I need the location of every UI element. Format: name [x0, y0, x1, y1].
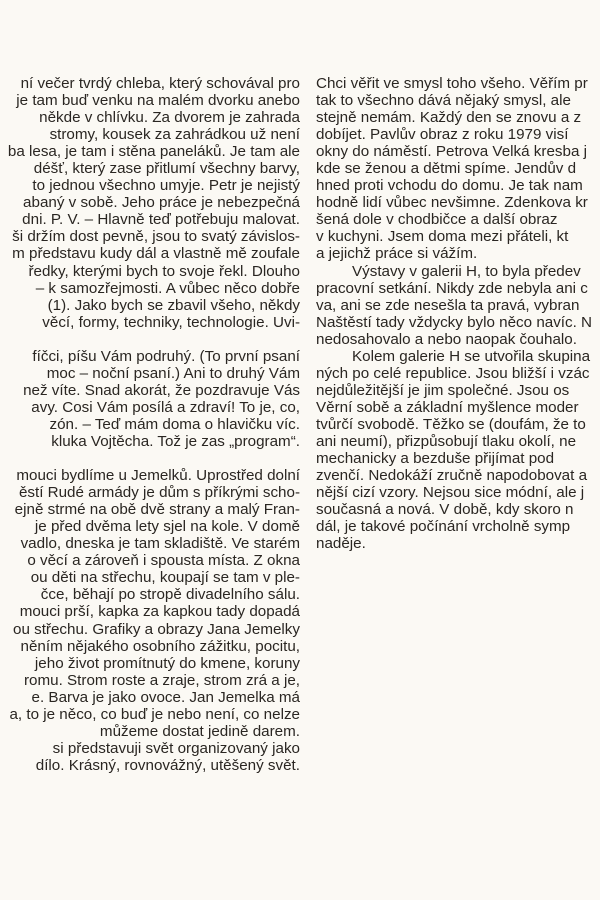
text-line: – k samozřejmosti. A vůbec něco dobře — [35, 279, 300, 297]
text-line: romu. Strom roste a zraje, strom zrá a je, — [24, 671, 300, 689]
text-line: Chci věřit ve smysl toho všeho. Věřím pr — [316, 75, 588, 92]
text-line: ných po celé republice. Jsou bližší i vzác — [316, 364, 590, 382]
text-line: avy. Cosi Vám posílá a zdraví! To je, co, — [31, 398, 300, 416]
text-line: a jejichž práce si vážím. — [316, 245, 478, 263]
text-line: tak to všechno dává nějaký smysl, ale — [316, 92, 571, 110]
text-line: m představu kudy dál a vlastně mě zoufale — [12, 245, 300, 263]
text-line: ani neumí), přizpůsobují tlaku okolí, ne — [316, 432, 577, 450]
text-line — [0, 331, 300, 348]
text-line: Věrní sobě a základní myšlence moder — [316, 398, 579, 416]
text-line: ou střechu. Grafiky a obrazy Jana Jemelky — [13, 620, 300, 638]
text-line: ši držím dost pevně, jsou to svatý závislos- — [12, 228, 300, 246]
text-line: mechanicky a bezduše přijímat pod — [316, 450, 555, 468]
text-line: nější cizí vzory. Nejsou sice módní, ale j — [316, 484, 585, 502]
text-line: jeho život promítnutý do kmene, koruny — [34, 654, 300, 672]
text-line: nedosahovalo a nebo naopak čouhalo. — [316, 330, 577, 348]
text-line: déšť, který zase přitlumí všechny barvy, — [33, 160, 300, 178]
text-line: zón. – Teď mám doma o hlavičku víc. — [49, 415, 300, 433]
text-line: Kolem galerie H se utvořila skupina — [352, 347, 591, 365]
text-line: hodně lidí vůbec nevšimne. Zdenkova kr — [316, 194, 588, 212]
text-line: va, ani se zde nesešla ta pravá, vybran — [316, 296, 580, 314]
text-line: kluka Vojtěcha. Tož je zas „program“. — [51, 432, 300, 450]
text-line: věcí, formy, techniky, technologie. Uvi- — [42, 313, 300, 331]
text-line: v kuchyni. Jsem doma mezi přáteli, kt — [316, 228, 569, 246]
text-line: něním nějakého osobního zážitku, pocitu, — [20, 637, 300, 655]
text-line: dílo. Krásný, rovnovážný, utěšený svět. — [35, 756, 300, 774]
text-line: ba lesa, je tam i stěna paneláků. Je tam ale — [7, 143, 300, 161]
text-line: a, to je něco, co buď je nebo není, co nelze — [9, 705, 300, 723]
text-line: nejdůležitější je jim společné. Jsou os — [316, 381, 570, 399]
text-line: zvenčí. Nedokáží zručně napodobovat a — [316, 467, 588, 485]
text-line: je tam buď venku na malém dvorku anebo — [16, 92, 300, 110]
text-line: ředky, kterými bych to svoje řekl. Dlouho — [28, 262, 300, 280]
text-line: Výstavy v galerii H, to byla předev — [352, 262, 581, 280]
text-line: to jednou všechno umyje. Petr je nejistý — [32, 177, 300, 195]
text-line: o věcí a zároveň i spousta místa. Z okna — [27, 552, 300, 570]
text-line: můžeme dostat jedině darem. — [99, 722, 300, 740]
text-line: Naštěstí tady vždycky bylo něco navíc. N — [316, 313, 593, 331]
text-line: okny do náměstí. Petrova Velká kresba j — [316, 143, 587, 161]
text-line: stromy, kousek za zahrádkou už není — [49, 126, 300, 144]
text-line: mouci prší, kapka za kapkou tady dopadá — [19, 603, 300, 621]
text-line — [0, 450, 300, 467]
text-line: šená dole v chodbičce a další obraz — [316, 211, 558, 229]
text-line: e. Barva je jako ovoce. Jan Jemelka má — [31, 688, 300, 706]
text-line: ou děti na střechu, koupají se tam v ple- — [30, 569, 300, 587]
text-line: někde v chlívku. Za dvorem je zahrada — [39, 109, 300, 127]
text-line: naděje. — [316, 535, 366, 553]
text-line: stejně nemám. Každý den se znovu a z — [316, 109, 582, 127]
text-line: současná a nová. V době, kdy skoro n — [316, 501, 574, 519]
text-line: kde se ženou a dětmi spíme. Jendův d — [316, 160, 577, 178]
text-line: pracovní setkání. Nikdy zde nebyla ani c — [316, 279, 588, 297]
text-line: dobíjet. Pavlův obraz z roku 1979 visí — [316, 126, 569, 144]
text-line: abaný v sobě. Jeho práce je nebezpečná — [23, 194, 300, 212]
text-line: čce, běhají po stropě divadelního sálu. — [40, 586, 300, 604]
text-line: fíčci, píšu Vám podruhý. (To první psaní — [32, 347, 300, 365]
left-text-column — [0, 75, 300, 774]
text-line: ní večer tvrdý chleba, který schovával pro — [20, 75, 300, 92]
right-text-column — [316, 75, 592, 552]
text-line: si představuji svět organizovaný jako — [52, 739, 300, 757]
text-line: ejně strmé na obě dvě strany a malý Fran- — [14, 501, 300, 519]
text-line: dni. P. V. – Hlavně teď potřebuju malovat. — [22, 211, 300, 229]
text-line: tvůrčí svobodě. Těžko se (doufám, že to — [316, 415, 586, 433]
text-line: vadlo, dneska je tam skladiště. Ve starém — [20, 535, 300, 553]
text-line: je před dvěma lety sjel na kole. V domě — [34, 518, 300, 536]
text-line: dál, je takové počínání vrcholně symp — [316, 518, 571, 536]
text-line: mouci bydlíme u Jemelků. Uprostřed dolní — [16, 467, 300, 485]
text-line: (1). Jako bych se zbavil všeho, někdy — [47, 296, 300, 314]
text-line: hned proti vchodu do domu. Je tak nam — [316, 177, 583, 195]
text-line: ěstí Rudé armády je dům s příkrými scho- — [18, 484, 300, 502]
text-line: než víte. Snad akorát, že pozdravuje Vás — [23, 381, 300, 399]
text-line: moc – noční psaní.) Ani to druhý Vám — [46, 364, 300, 382]
